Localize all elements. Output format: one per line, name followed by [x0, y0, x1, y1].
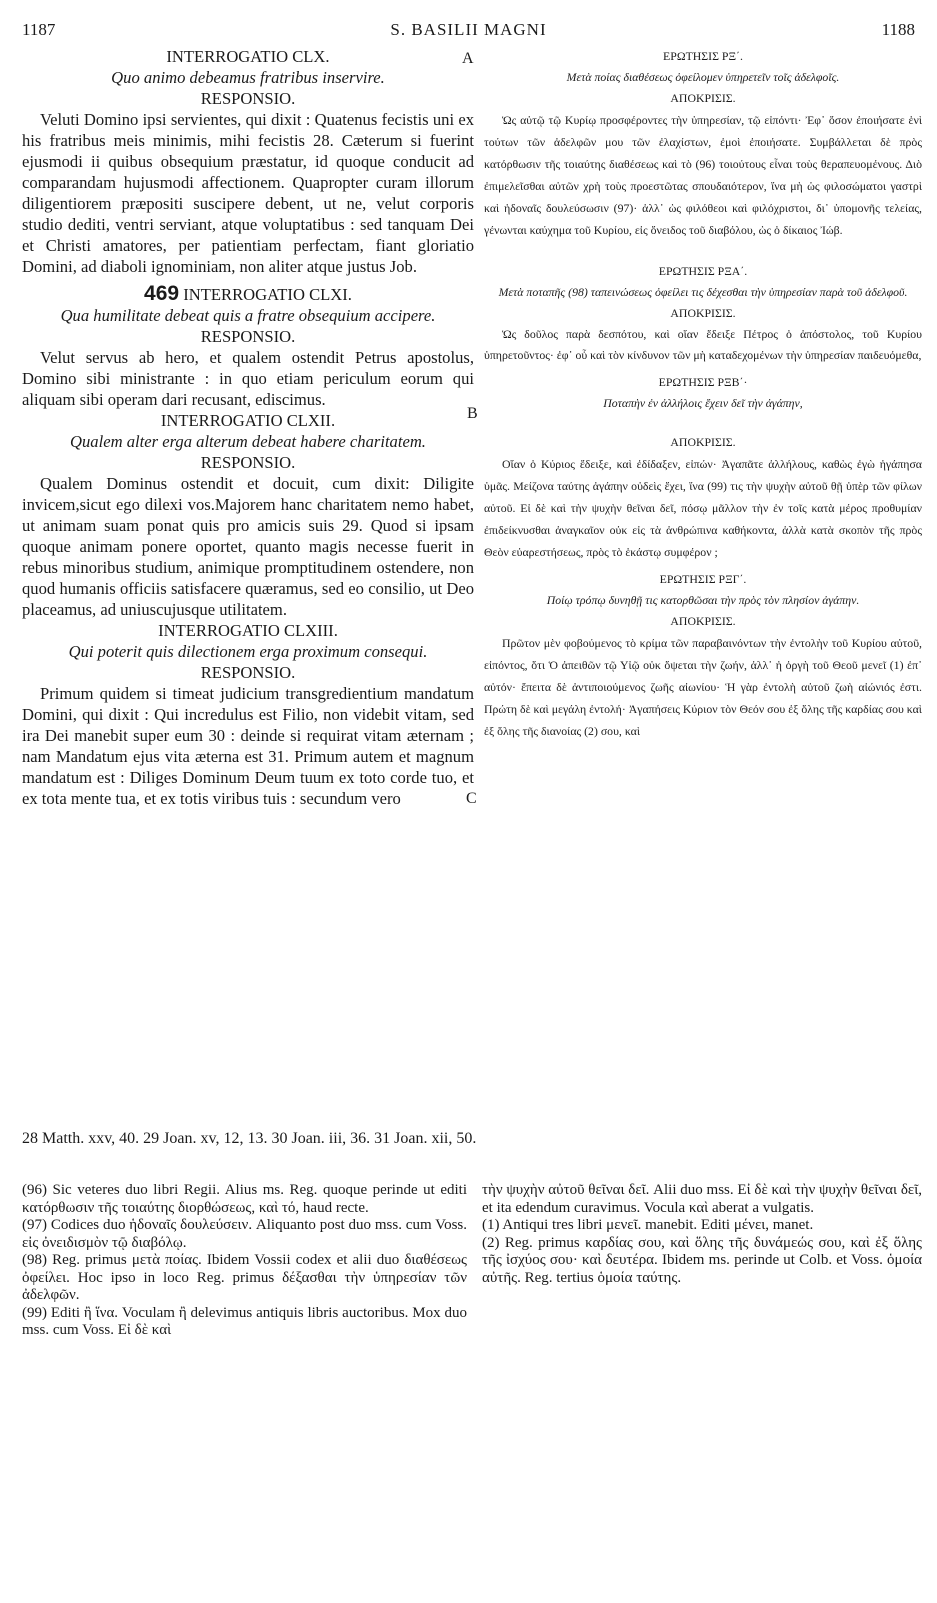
latin-column [22, 46, 474, 809]
greek-q162-text: Οἵαν ὁ Κύριος ἔδειξε, καὶ ἐδίδαξεν, εἰπών· Ἀγαπᾶτε ἀλλήλους, καθὼς ἐγὼ ἠγάπησα ὑμᾶς. Μείζονα ταύτης ἀγάπην οὐδεὶς ἔχει, ἵνα (99) τις τὴν ψυχὴν αὐτοῦ θῇ ὑπὲρ τῶν φίλων αὐτοῦ. Εἰ δὲ καὶ τὴν ψυχὴν θεῖναι δεῖ, πόσῳ μᾶλλον τὴν ἐν τοῖς κατὰ μέρος προθυμίαν ἐπιδείκνυσθαι ἀναγκαῖον οὐκ εἰς τὰ ἀνθρώπινα καθήκοντα, ἀλλὰ κατὰ σκοπὸν τῆς πρὸς Θεὸν εὐαρεστήσεως, πρὸς τὸ ἑκάστῳ συμφέρον ; [484, 457, 922, 559]
latin-q160-response: RESPONSIO. [200, 89, 296, 108]
latin-q161-heading-line [22, 283, 474, 305]
latin-q160-text: Veluti Domino ipsi servientes, qui dixit : Quatenus fecistis uni ex his fratribus meis minimis, mihi fecistis 28. Cæterum si fuerint ejusmodi ii quibus obsequium præstatur, id quoque conducit ad comparandam hujusmodi affectionem. Quapropter curam illorum diligentiorem præpositi suscipere debent, ut ne, velut corporis studio dediti, ventri serviant, atque voluptatibus : sed tanquam Dei et Christi amatores, per patientiam perfectam, fiant gloriatio Domini, ad diaboli ignominiam, non aliter atque justus Job. [22, 110, 474, 276]
latin-q161-response: RESPONSIO. [200, 327, 296, 346]
greek-q163-heading: ΕΡΩΤΗΣΙΣ ΡΞΓ΄. [659, 572, 747, 586]
greek-q162-response: ΑΠΟΚΡΙΣΙΣ. [670, 435, 736, 449]
latin-q162-heading: INTERROGATIO CLXII. [160, 411, 336, 430]
greek-q161-heading: ΕΡΩΤΗΣΙΣ ΡΞΑ΄. [658, 264, 748, 278]
note-1: (1) Antiqui tres libri μενεῖ. manebit. Editi μένει, manet. [482, 1217, 814, 1233]
note-98: (98) Reg. primus μετὰ ποίας. Ibidem Vossii codex et alii duo διαθέσεως ὀφείλει. Hoc ipso in loco Reg. primus δέξασθαι τὴν ὑπηρεσίαν τῶν ἀδελφῶν. [22, 1252, 467, 1303]
latin-q160-title: Quo animo debeamus fratribus inservire. [111, 68, 385, 87]
latin-q162-title: Qualem alter erga alterum debeat habere charitatem. [70, 432, 426, 451]
greek-column [484, 46, 922, 742]
greek-q160-title: Μετὰ ποίας διαθέσεως ὀφείλομεν ὑπηρετεῖν τοῖς ἀδελφοῖς. [566, 70, 840, 84]
greek-q163-text: Πρῶτον μὲν φοβούμενος τὸ κρίμα τῶν παραβαινόντων τὴν ἐντολὴν τοῦ Κυρίου αὐτοῦ, εἰπόντος, ὅτι Ὁ ἀπειθῶν τῷ Υἱῷ οὐκ ὄψεται τὴν ζωήν, ἀλλ᾽ ἡ ὀργὴ τοῦ Θεοῦ μενεῖ (1) ἐπ᾽ αὐτόν· ἔπειτα δὲ ἀντιποιούμενος ζωῆς αἰωνίου· Ἡ γὰρ ἐντολὴ αὐτοῦ ζωὴ αἰώνιός ἐστι. Πρώτη δὲ καὶ μεγάλη ἐντολή· Ἀγαπήσεις Κύριον τὸν Θεόν σου ἐξ ὅλης τῆς καρδίας σου καὶ ἐξ ὅλης τῆς διανοίας (2) σου, καὶ [484, 636, 922, 738]
greek-q161-title: Μετὰ ποταπῆς (98) ταπεινώσεως ὀφείλει τις δέχεσθαι τὴν ὑπηρεσίαν παρὰ τοῦ ἀδελφοῦ. [498, 285, 908, 299]
latin-q162-response: RESPONSIO. [200, 453, 296, 472]
margin-letter-a: A [462, 50, 474, 67]
latin-q161-heading: INTERROGATIO CLXI. [183, 285, 352, 304]
greek-q163-response: ΑΠΟΚΡΙΣΙΣ. [670, 614, 736, 628]
margin-letter-c: C [466, 790, 477, 807]
latin-q160-heading: INTERROGATIO CLX. [166, 47, 330, 66]
latin-q162-text: Qualem Dominus ostendit et docuit, cum dixit: Diligite invicem,sicut ego dilexi vos.Majorem hanc charitatem nemo habet, ut animam suam ponat quis pro amicis suis 29. Quod si ipsam quoque animam ponere oportet, quanto magis necesse fuerit in rebus minoribus studium, animique promptitudinem ostendere, non quod humanis officiis satisfacere quæramus, sed eo consilio, ut Deo placeamus, ad uniuscujusque utilitatem. [22, 474, 474, 619]
latin-q163-text: Primum quidem si timeat judicium transgredientium mandatum Domini, qui dixit : Qui incredulus est Filio, non videbit vitam, sed ira Dei manebit super eum 30 : deinde si requirat vitam æternam ; nam Mandatum ejus vita æterna est 31. Primum autem et magnum mandatum est : Diliges Dominum Deum tuum ex toto corde tuo, et ex tota mente tua, et ex totis viribus tuis : secundum vero [22, 684, 474, 808]
running-title: S. BASILII MAGNI [390, 20, 547, 39]
greek-q160-text: Ὡς αὐτῷ τῷ Κυρίῳ προσφέροντες τὴν ὑπηρεσίαν, τῷ εἰπόντι· Ἐφ᾽ ὅσον ἐποιήσατε ἑνὶ τούτων τῶν ἀδελφῶν μου τῶν ἐλαχίστων, ἐμοὶ ἐποιήσατε. Συμβάλλεται δὲ πρὸς κατόρθωσιν τῆς τοιαύτης διαθέσεως καὶ τὸ (96) τοιούτους εἶναι τοὺς θεραπευομένους. Διὸ ἐπιμελεῖσθαι αὐτῶν χρὴ τοὺς προεστῶτας σπουδαιότερον, ἵνα μὴ ὡς φιλοσώματοι γαστρὶ καὶ ἡδοναῖς δουλεύσωσιν (97)· ἀλλ᾽ ὡς φιλόθεοι καὶ φιλόχριστοι, δι᾽ ὑπομονῆς τελείας, γένωνται καύχημα τοῦ Κυρίου, εἰς ὄνειδος τοῦ διαβόλου, ὡς ὁ δίκαιος Ἰώβ. [484, 113, 922, 237]
page-header [22, 20, 915, 42]
page-number-left: 1187 [22, 20, 56, 39]
greek-q161-text: Ὡς δοῦλος παρὰ δεσπότου, καὶ οἵαν ἔδειξε Πέτρος ὁ ἀπόστολος, τοῦ Κυρίου ὑπηρετοῦντος· ἐφ᾽ οὗ καὶ τὸν κίνδυνον τῶν μὴ καταδεχομένων τὴν ὑπηρεσίαν παιδευόμεθα, [484, 327, 922, 362]
greek-q160-heading: ΕΡΩΤΗΣΙΣ ΡΞ΄. [663, 49, 743, 63]
greek-q162-title: Ποταπὴν ἐν ἀλλήλοις ἔχειν δεῖ τὴν ἀγάπην, [603, 396, 803, 410]
column-number: 469 [144, 282, 180, 305]
latin-q161-text: Velut servus ab hero, et qualem ostendit Petrus apostolus, Domino sibi ministrante : in quo etiam periculum eorum qui aliquam sibi operam dari recusant, ediscimus. [22, 348, 474, 409]
scripture-references: 28 Matth. xxv, 40. 29 Joan. xv, 12, 13. 30 Joan. iii, 36. 31 Joan. xii, 50. [22, 1130, 477, 1147]
note-99-continued: τὴν ψυχὴν αὐτοῦ θεῖναι δεῖ. Alii duo mss. Εἰ δὲ καὶ τὴν ψυχὴν θεῖναι δεῖ, et ita edendum curavimus. Vocula καὶ aberat a vulgatis. [482, 1182, 922, 1216]
greek-q163-title: Ποίῳ τρόπῳ δυνηθῇ τις κατορθῶσαι τὴν πρὸς τὸν πλησίον ἀγάπην. [546, 593, 860, 607]
note-99: (99) Editi ἢ ἵνα. Voculam ἢ delevimus antiquis libris auctoribus. Mox duo mss. cum Voss. Εἰ δὲ καὶ [22, 1304, 467, 1338]
page-number-right: 1188 [881, 20, 915, 39]
note-96: (96) Sic veteres duo libri Regii. Alius ms. Reg. quoque perinde ut editi κατόρθωσιν τῆς τοιαύτης διορθώσεως, καὶ τό, haud recte. [22, 1182, 467, 1216]
notes-left-column [22, 1182, 467, 1340]
margin-letter-b: B [467, 405, 478, 422]
greek-q160-response: ΑΠΟΚΡΙΣΙΣ. [670, 91, 736, 105]
latin-q161-title: Qua humilitate debeat quis a fratre obsequium accipere. [60, 306, 436, 325]
greek-q162-heading: ΕΡΩΤΗΣΙΣ ΡΞΒ΄· [658, 375, 748, 389]
greek-q161-response: ΑΠΟΚΡΙΣΙΣ. [670, 306, 736, 320]
note-97: (97) Codices duo ἡδοναῖς δουλεύσειν. Aliquanto post duo mss. cum Voss. εἰς ὀνειδισμὸν τῷ διαβόλῳ. [22, 1217, 467, 1251]
note-2: (2) Reg. primus καρδίας σου, καὶ ὅλης τῆς δυνάμεώς σου, καὶ ἐξ ὅλης τῆς ἰσχύος σου· καὶ δευτέρα. Ibidem ms. perinde ut Colb. et Voss. ὁμοία αὐτῆς. Reg. tertius ὁμοία ταύτης. [482, 1234, 922, 1286]
latin-q163-response: RESPONSIO. [200, 663, 296, 682]
notes-right-column [482, 1182, 922, 1287]
latin-q163-heading: INTERROGATIO CLXIII. [158, 621, 338, 640]
latin-q163-title: Qui poterit quis dilectionem erga proximum consequi. [68, 642, 428, 661]
